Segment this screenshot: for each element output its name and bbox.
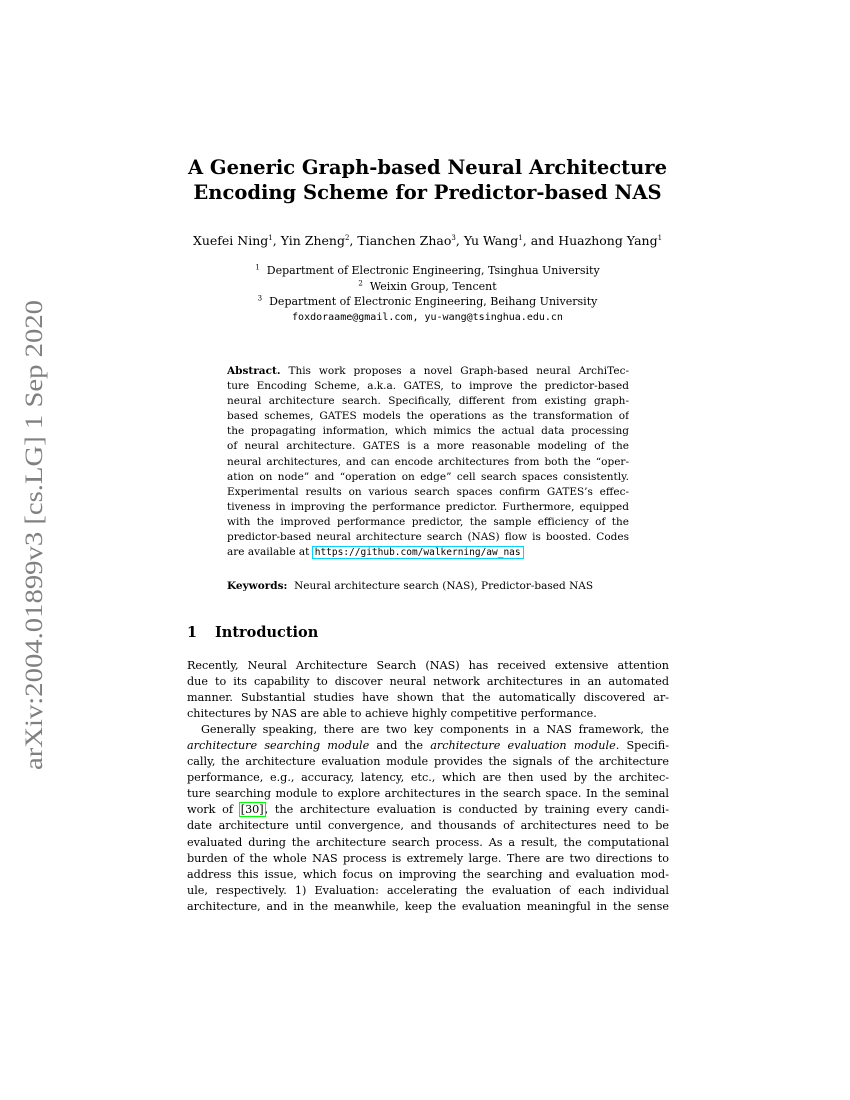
body-line: evaluated during the architecture search process. As a result, the computational [187, 835, 669, 849]
author-name: Yin Zheng [280, 233, 345, 248]
author-separator: , and [522, 233, 559, 248]
author-affil-mark: 1 [657, 233, 663, 242]
author-name: Xuefei Ning [192, 233, 269, 248]
code-repository-link[interactable]: https://github.com/walkerning/aw_nas [314, 547, 521, 559]
body-line: performance, e.g., accuracy, latency, etc., which are then used by the architec- [187, 771, 669, 785]
abstract-line: neural architecture search. Specifically, different from existing graph- [227, 395, 629, 408]
abstract-line: with the improved performance predictor, the sample efficiency of the [227, 515, 629, 528]
body-text: work of [187, 803, 240, 817]
abstract-line: of neural architecture. GATES is a more reasonable modeling of the [227, 440, 629, 453]
abstract [227, 364, 629, 560]
emphasis: architecture evaluation module [430, 739, 616, 753]
title-line-2: Encoding Scheme for Predictor-based NAS [193, 181, 662, 204]
body-text: . Specifi- [615, 739, 669, 753]
body-line: address this issue, which focus on improving the searching and evaluation mod- [187, 867, 669, 881]
author-name: Yu Wang [463, 233, 519, 248]
author-name: Tianchen Zhao [357, 233, 452, 248]
paper-title [150, 155, 705, 205]
title-line-1: A Generic Graph-based Neural Architecture [188, 156, 667, 179]
abstract-label: Abstract. [227, 365, 281, 377]
section-number: 1 [187, 624, 198, 641]
body-line: Recently, Neural Architecture Search (NAS) has received extensive attention [187, 659, 669, 672]
abstract-line: ation on node” and “operation on edge” cell search spaces consistently. [227, 470, 629, 483]
body-line: architecture, and in the meanwhile, keep the evaluation meaningful in the sense [187, 899, 669, 913]
affiliation-mark: 3 [257, 294, 263, 303]
abstract-line: the propagating information, which mimics the actual data processing [227, 425, 629, 438]
author-list [150, 233, 705, 249]
author-affil-mark: 1 [268, 233, 273, 242]
affiliation [150, 263, 705, 279]
author-separator: , [349, 233, 358, 248]
affiliation-block [150, 263, 705, 325]
affiliation-text: Department of Electronic Engineering, Beihang University [269, 295, 598, 308]
body-line: ture searching module to explore architectures in the search space. In the seminal [187, 787, 669, 801]
body-line: Generally speaking, there are two key components in a NAS framework, the [201, 723, 669, 737]
section-title: Introduction [215, 624, 319, 641]
body-line [187, 738, 669, 754]
body-line: cally, the architecture evaluation module provides the signals of the architecture [187, 755, 669, 769]
author-affil-mark: 1 [518, 233, 523, 242]
author-emails: foxdoraame@gmail.com, yu-wang@tsinghua.edu.cn [292, 311, 563, 323]
abstract-text: are available at [227, 546, 313, 559]
abstract-line: predictor-based neural architecture search (NAS) flow is boosted. Codes [227, 531, 629, 544]
abstract-line [227, 364, 629, 379]
author-name: Huazhong Yang [558, 233, 658, 248]
keywords [227, 579, 629, 594]
affiliation-text: Department of Electronic Engineering, Tsinghua University [266, 264, 600, 277]
body-line: due to its capability to discover neural network architectures in an automated [187, 675, 669, 689]
author-affil-mark: 2 [344, 233, 350, 242]
body-line: date architecture until convergence, and thousands of architectures need to be [187, 819, 669, 833]
section-heading [187, 623, 318, 643]
body-line [187, 802, 669, 818]
body-text: and the [369, 739, 431, 753]
body-text: , the architecture evaluation is conducted by training every candi- [264, 803, 669, 817]
arxiv-id-text: arXiv:2004.01899v3 [cs.LG] 1 Sep 2020 [21, 360, 48, 770]
abstract-line [227, 545, 629, 560]
abstract-line: neural architectures, and can encode architectures from both the “oper- [227, 455, 629, 468]
emphasis: architecture searching module [187, 739, 370, 753]
author-affil-mark: 3 [451, 233, 456, 242]
abstract-line: Experimental results on various search spaces confirm GATES’s effec- [227, 485, 629, 498]
body-line: burden of the whole NAS process is extremely large. There are two directions to [187, 851, 669, 865]
affiliation [150, 279, 705, 295]
affiliation-mark: 2 [358, 278, 363, 287]
affiliation [150, 294, 705, 310]
abstract-text: This work proposes a novel Graph-based neural ArchiTec- [288, 365, 629, 377]
affiliation-mark: 1 [255, 263, 260, 272]
author-separator: , [272, 233, 281, 248]
arxiv-identifier-stamp [12, 300, 52, 770]
body-line: manner. Substantial studies have shown that the automatically discovered ar- [187, 691, 669, 705]
affiliation-text: Weixin Group, Tencent [369, 279, 497, 293]
keywords-text: Neural architecture search (NAS), Predictor-based NAS [294, 580, 594, 592]
introduction-body [187, 658, 669, 915]
abstract-line: tiveness in improving the performance predictor. Furthermore, equipped [227, 500, 629, 513]
abstract-line: ture Encoding Scheme, a.k.a. GATES, to improve the predictor-based [227, 380, 629, 393]
author-separator: , [455, 233, 464, 248]
body-line: ule, respectively. 1) Evaluation: accelerating the evaluation of each individual [187, 883, 669, 897]
citation-link[interactable]: [30] [240, 803, 264, 817]
keywords-label: Keywords: [227, 580, 288, 592]
abstract-line: based schemes, GATES models the operations as the transformation of [227, 410, 629, 423]
body-line: chitectures by NAS are able to achieve highly competitive performance. [187, 707, 597, 721]
